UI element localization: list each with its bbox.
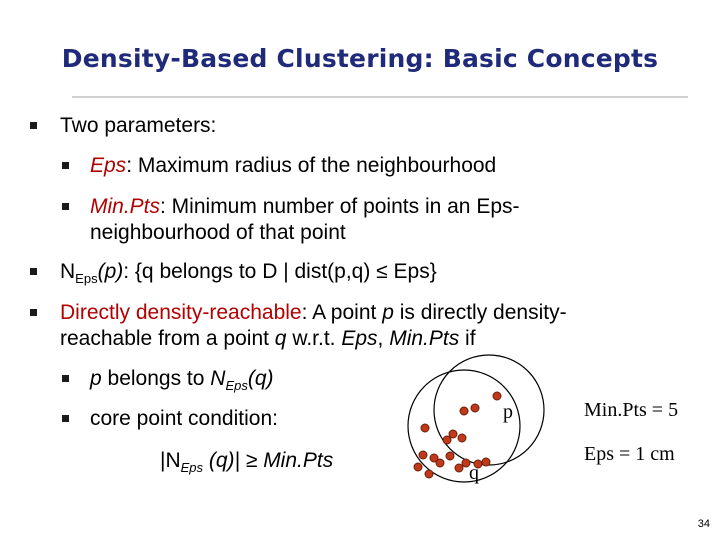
label-q: q bbox=[469, 462, 479, 484]
data-point bbox=[421, 424, 429, 432]
reachable-text-d: w.r.t. bbox=[286, 327, 342, 350]
eps-definition: : Maximum radius of the neighbourhood bbox=[126, 154, 497, 177]
bullet-minpts-line2: neighbourhood of that point bbox=[90, 221, 346, 244]
reachable-text-c: reachable from a point bbox=[60, 327, 275, 350]
q-argument: (q) bbox=[247, 367, 274, 390]
data-points bbox=[414, 392, 501, 478]
data-point bbox=[446, 452, 454, 460]
term-minpts: Min.Pts bbox=[90, 195, 161, 218]
neighbourhood-definition: : {q belongs to D | dist(p,q) ≤ Eps} bbox=[123, 260, 437, 283]
bullet-core-point: core point condition: bbox=[90, 407, 278, 430]
var-minpts: Min.Pts bbox=[389, 327, 460, 350]
page-number: 34 bbox=[697, 518, 710, 530]
label-p: p bbox=[503, 401, 513, 423]
formula-mid: (q)| ≥ bbox=[203, 449, 264, 472]
page-title: Density-Based Clustering: Basic Concepts bbox=[61, 44, 659, 73]
data-point bbox=[436, 459, 444, 467]
var-p: p bbox=[90, 367, 102, 390]
data-point bbox=[471, 404, 479, 412]
neighbourhood-circle-p bbox=[434, 355, 544, 465]
bullet-two-parameters: Two parameters: bbox=[60, 114, 217, 137]
var-q: q bbox=[274, 327, 287, 350]
n-symbol: N bbox=[60, 260, 76, 283]
data-point bbox=[425, 470, 433, 478]
minpts-definition: : Minimum number of points in an Eps- bbox=[160, 195, 520, 218]
data-point bbox=[419, 451, 427, 459]
data-point bbox=[449, 430, 457, 438]
n-symbol: N bbox=[210, 367, 226, 390]
belongs-text: belongs to bbox=[101, 367, 211, 390]
minpts-label: Min.Pts = 5 bbox=[584, 399, 679, 421]
eps-subscript: Eps bbox=[225, 378, 248, 393]
data-point bbox=[482, 458, 490, 466]
reachable-comma: , bbox=[377, 327, 390, 350]
p-argument: (p) bbox=[97, 260, 124, 283]
term-directly-density-reachable: Directly density-reachable bbox=[60, 301, 302, 324]
var-eps: Eps bbox=[341, 327, 378, 350]
eps-label: Eps = 1 cm bbox=[584, 443, 675, 465]
reachable-text-b: is directly density- bbox=[393, 301, 567, 324]
data-point bbox=[455, 464, 463, 472]
data-point bbox=[458, 434, 466, 442]
term-eps: Eps bbox=[90, 154, 127, 177]
data-point bbox=[414, 463, 422, 471]
var-p: p bbox=[382, 301, 394, 324]
formula-minpts: Min.Pts bbox=[263, 449, 334, 472]
data-point bbox=[460, 407, 468, 415]
formula-eps-subscript: Eps bbox=[180, 460, 204, 475]
eps-subscript: Eps bbox=[75, 271, 98, 286]
formula-open: |N bbox=[160, 449, 181, 472]
reachable-text-e: if bbox=[459, 327, 476, 350]
data-point bbox=[493, 392, 501, 400]
data-point bbox=[443, 436, 451, 444]
reachable-text-a: : A point bbox=[301, 301, 383, 324]
